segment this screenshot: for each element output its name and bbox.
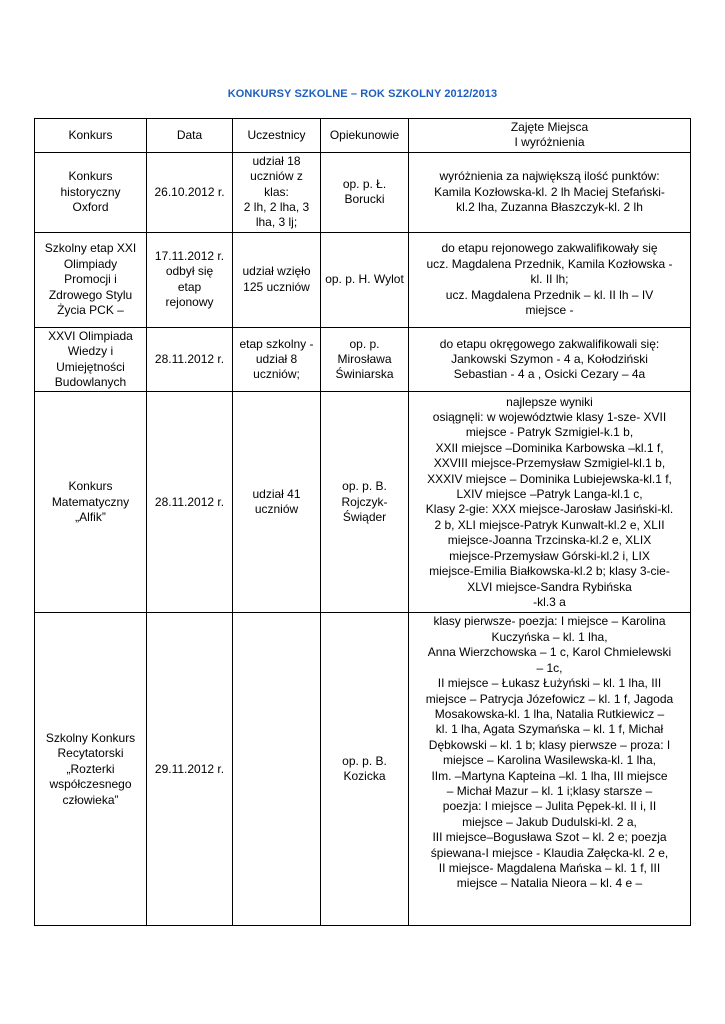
cell-line: op. p. H. Wylot xyxy=(325,272,404,287)
cell-line: op. p. Ł. Borucki xyxy=(342,176,387,207)
table-row xyxy=(35,152,691,232)
header-konkurs: Konkurs xyxy=(35,119,147,153)
cell-line: Wiedzy i xyxy=(67,344,114,359)
cell-line: Recytatorski xyxy=(57,746,124,761)
table-row xyxy=(35,327,691,392)
cell-line: kl. II lh; xyxy=(530,272,569,287)
cell-line: Matematyczny xyxy=(51,494,130,509)
cell-opiekunowie xyxy=(321,232,409,327)
cell-line: op. p. xyxy=(349,336,380,351)
cell-line: udział 8 xyxy=(255,351,298,366)
cell-line: Konkurs xyxy=(68,479,113,494)
cell-konkurs xyxy=(35,613,147,926)
cell-line: miejsce-Przemysław Górski-kl.2 i, LIX xyxy=(449,548,650,563)
cell-line: etap xyxy=(177,279,202,294)
cell-line: Konkurs xyxy=(68,169,113,184)
cell-line: 26.10.2012 r. xyxy=(154,184,225,199)
cell-line: -kl.3 a xyxy=(533,594,566,609)
cell-line: II miejsce- Magdalena Mańska – kl. 1 f, III xyxy=(438,860,661,875)
cell-line: uczniów xyxy=(254,502,299,517)
cell-line: uczniów z klas: xyxy=(250,169,303,199)
cell-opiekunowie xyxy=(321,327,409,392)
cell-line: 28.11.2012 r. xyxy=(154,351,225,366)
cell-line: miejsce – Natalia Nieora – kl. 4 e – xyxy=(456,876,643,891)
cell-line: udział 18 xyxy=(252,153,301,168)
competitions-table xyxy=(34,118,691,926)
cell-line: XXVIII miejsce-Przemysław Szmigiel-kl.1 b, xyxy=(433,456,666,471)
cell-line: odbył się xyxy=(165,264,214,279)
cell-line: człowieka” xyxy=(62,792,119,807)
cell-data xyxy=(147,232,233,327)
cell-line: poezja: I miejsce – Julita Pępek-kl. II i, II xyxy=(442,799,657,814)
cell-line: udział wzięło xyxy=(242,264,311,279)
header-opiekunowie: Opiekunowie xyxy=(321,119,409,153)
cell-wyniki xyxy=(409,613,691,926)
cell-wyniki xyxy=(409,152,691,232)
cell-line: do etapu okręgowego zakwalifikowali się: xyxy=(439,336,660,351)
header-data: Data xyxy=(147,119,233,153)
cell-line: miejsce-Joanna Trzcinska-kl.2 e, XLIX xyxy=(447,533,652,548)
cell-line: 125 uczniów xyxy=(243,279,310,294)
cell-line: Rojczyk-Świąder xyxy=(341,494,388,525)
cell-line: op. p. B. Kozicka xyxy=(342,754,387,784)
table-row xyxy=(35,392,691,613)
cell-line: Mosakowska-kl. 1 lha, Natalia Rutkiewicz – xyxy=(434,706,665,721)
cell-line: LXIV miejsce –Patryk Langa-kl.1 c, xyxy=(456,487,643,502)
cell-line: Szkolny etap XXI xyxy=(44,241,137,256)
cell-line: Umiejętności xyxy=(56,359,125,374)
cell-line: 28.11.2012 r. xyxy=(154,494,225,509)
cell-line: op. p. B. xyxy=(342,479,387,494)
cell-line: miejsce – Patrycja Józefowicz – kl. 1 f, Jagoda xyxy=(425,691,674,706)
cell-line: kl.2 lha, Zuzanna Błaszczyk-kl. 2 lh xyxy=(456,200,643,215)
cell-line: 2 b, XLI miejsce-Patryk Kunwalt-kl.2 e, XLII xyxy=(434,517,665,532)
cell-opiekunowie xyxy=(321,392,409,613)
cell-line: – 1c, xyxy=(536,660,563,675)
cell-opiekunowie xyxy=(321,152,409,232)
cell-line: Jankowski Szymon - 4 a, Kołodziński xyxy=(451,351,648,366)
cell-line: Zdrowego Stylu xyxy=(48,287,133,302)
cell-line: „Rozterki xyxy=(66,761,115,776)
cell-line: Szkolny Konkurs xyxy=(45,730,136,745)
cell-line: Olimpiady xyxy=(63,256,118,271)
cell-line: historyczny xyxy=(60,184,121,199)
table-header-row xyxy=(35,119,691,153)
cell-line: XXXIV miejsce – Dominika Lubiejewska-kl.1 f, xyxy=(427,471,672,486)
cell-line: miejsce - Patryk Szmigiel-k.1 b, xyxy=(465,425,634,440)
cell-line: Anna Wierzchowska – 1 c, Karol Chmielewski xyxy=(427,645,672,660)
cell-line: do etapu rejonowego zakwalifikowały się xyxy=(441,241,658,256)
header-wyniki-line1: Zajęte Miejsca xyxy=(510,120,589,134)
cell-line: 17.11.2012 r. xyxy=(154,249,225,264)
cell-line: miejsce - xyxy=(525,302,574,317)
cell-konkurs xyxy=(35,232,147,327)
cell-line: ucz. Magdalena Przednik – kl. II lh – IV xyxy=(445,287,654,302)
cell-uczestnicy xyxy=(233,327,321,392)
cell-line: 29.11.2012 r. xyxy=(154,761,225,776)
cell-konkurs xyxy=(35,327,147,392)
cell-line: Świniarska xyxy=(335,367,394,382)
cell-konkurs xyxy=(35,152,147,232)
cell-line: miejsce-Emilia Białkowska-kl.2 b; klasy 3-cie- xyxy=(429,564,670,579)
cell-uczestnicy xyxy=(233,152,321,232)
cell-uczestnicy xyxy=(233,392,321,613)
cell-uczestnicy xyxy=(233,232,321,327)
cell-data xyxy=(147,327,233,392)
cell-line: współczesnego xyxy=(49,777,132,792)
cell-line: II miejsce – Łukasz Łużyński – kl. 1 lha, III xyxy=(437,676,662,691)
cell-line: – Michał Mazur – kl. 1 i;klasy starsze – xyxy=(446,783,653,798)
cell-data xyxy=(147,152,233,232)
cell-data xyxy=(147,392,233,613)
cell-line: „Alfik” xyxy=(75,510,106,525)
cell-line: III miejsce–Bogusława Szot – kl. 2 e; poezja xyxy=(432,830,667,845)
cell-line: miejsce – Jakub Dudulski-kl. 2 a, xyxy=(462,814,637,829)
header-uczestnicy: Uczestnicy xyxy=(233,119,321,153)
cell-line: Sebastian - 4 a , Osicki Cezary – 4a xyxy=(453,367,646,382)
cell-line: Kamila Kozłowska-kl. 2 lh Maciej Stefański- xyxy=(434,184,665,199)
cell-line: Kuczyńska – kl. 1 lha, xyxy=(491,629,608,644)
cell-line: wyróżnienia za największą ilość punktów: xyxy=(439,169,660,184)
table-row xyxy=(35,232,691,327)
cell-line: udział 41 xyxy=(252,487,301,502)
cell-line: klasy pierwsze- poezja: I miejsce – Karolina xyxy=(433,614,666,629)
cell-line: rejonowy xyxy=(165,295,214,310)
cell-line: IIm. –Martyna Kapteina –kl. 1 lha, III miejsce xyxy=(431,768,668,783)
cell-line: etap szkolny - xyxy=(239,336,314,351)
cell-wyniki xyxy=(409,392,691,613)
cell-data xyxy=(147,613,233,926)
cell-line: Budowlanych xyxy=(54,375,127,390)
cell-line: lha, 3 lj; xyxy=(255,215,298,230)
cell-konkurs xyxy=(35,392,147,613)
header-wyniki-line2: I wyróżnienia xyxy=(514,135,585,150)
cell-line: uczniów; xyxy=(253,367,300,382)
cell-line: kl. 1 lha, Agata Szymańska – kl. 1 f, Michał xyxy=(435,722,664,737)
document-title: KONKURSY SZKOLNE – ROK SZKOLNY 2012/2013 xyxy=(227,88,498,100)
cell-line: Życia PCK – xyxy=(57,302,124,317)
cell-wyniki xyxy=(409,232,691,327)
cell-line: XXII miejsce –Dominika Karbowska –kl.1 f, xyxy=(435,440,664,455)
cell-line: 2 lh, 2 lha, 3 xyxy=(243,200,310,215)
cell-wyniki xyxy=(409,327,691,392)
cell-line: miejsce – Karolina Wasilewska-kl. 1 lha, xyxy=(443,753,656,768)
cell-line: śpiewana-I miejsce - Klaudia Załęcka-kl. 2 e, xyxy=(430,845,669,860)
cell-line: ucz. Magdalena Przednik, Kamila Kozłowska - xyxy=(426,256,673,271)
cell-line: osiągnęli: w województwie klasy 1-sze- XVII xyxy=(432,410,667,425)
cell-line: XXVI Olimpiada xyxy=(48,328,133,343)
cell-line: Mirosława xyxy=(337,351,392,366)
header-wyniki xyxy=(409,119,691,153)
cell-line: Promocji i xyxy=(64,272,117,287)
cell-line: Klasy 2-gie: XXX miejsce-Jarosław Jasiński-kl. xyxy=(425,502,674,517)
cell-uczestnicy xyxy=(233,613,321,926)
cell-line: XLVI miejsce-Sandra Rybińska xyxy=(467,579,632,594)
cell-line: Oxford xyxy=(72,200,109,215)
cell-opiekunowie xyxy=(321,613,409,926)
cell-line: najlepsze wyniki xyxy=(506,394,593,409)
table-row xyxy=(35,613,691,926)
cell-line: Dębkowski – kl. 1 b; klasy pierwsze – proza: I xyxy=(428,737,671,752)
